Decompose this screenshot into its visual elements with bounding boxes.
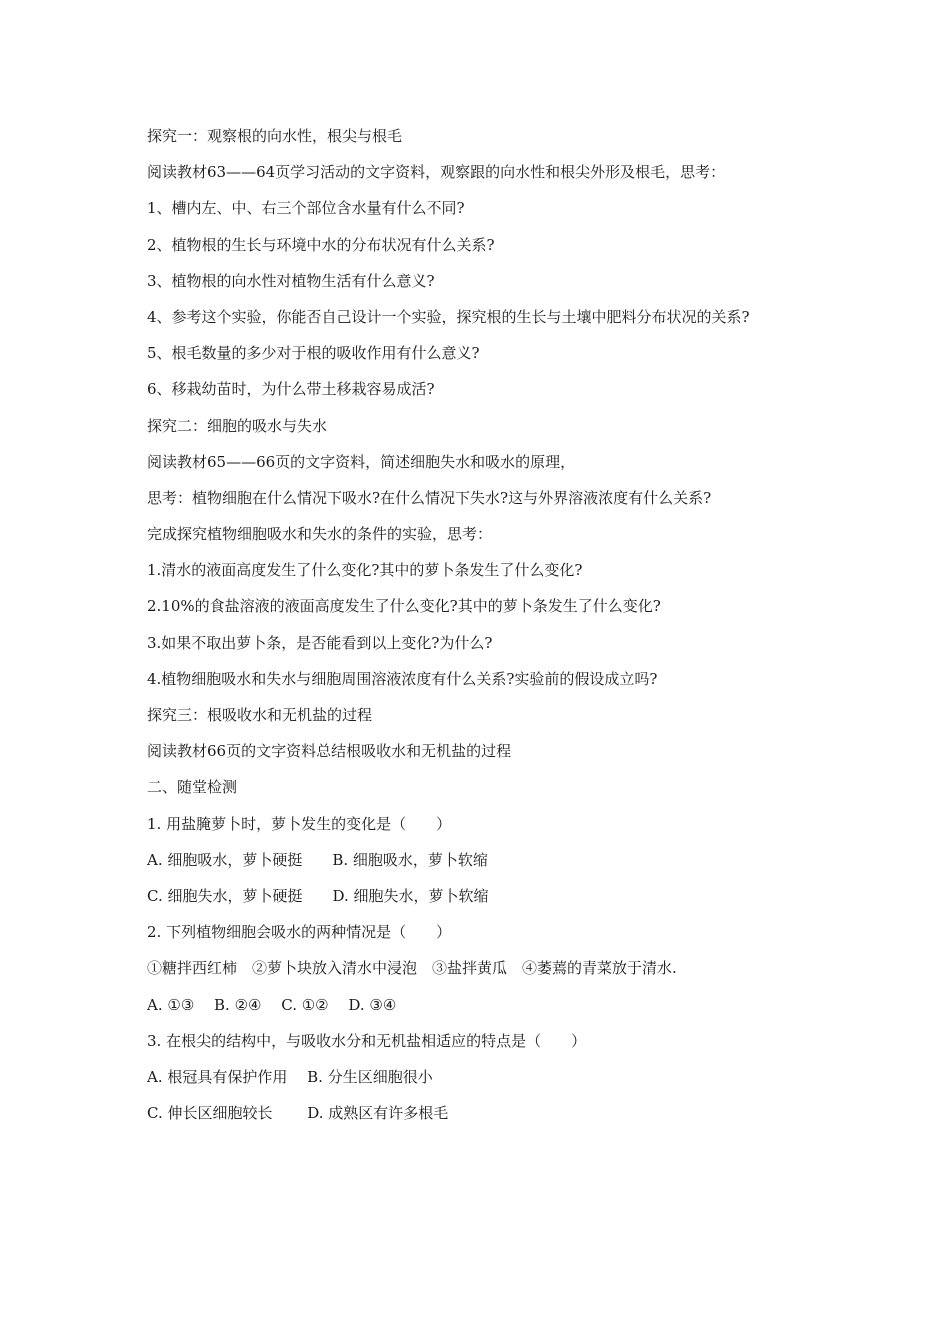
experiment-question-3: 3.如果不取出萝卜条，是否能看到以上变化?为什么? — [147, 633, 493, 652]
test-question-3: 3. 在根尖的结构中，与吸收水分和无机盐相适应的特点是（ ） — [147, 1031, 587, 1050]
heading-in-class-test: 二、随堂检测 — [147, 778, 238, 797]
thinking-prompt: 思考：植物细胞在什么情况下吸水?在什么情况下失水?这与外界溶液浓度有什么关系? — [147, 488, 712, 507]
document-body — [147, 118, 847, 1131]
instruction-reading-63-64: 阅读教材63——64页学习活动的文字资料，观察跟的向水性和根尖外形及根毛，思考： — [147, 163, 726, 182]
test-question-2-cases: ①糖拌西红柿 ②萝卜块放入清水中浸泡 ③盐拌黄瓜 ④萎蔫的青菜放于清水. — [147, 959, 677, 978]
heading-explore-3: 探究三：根吸收水和无机盐的过程 — [147, 706, 373, 724]
question-2: 2、植物根的生长与环境中水的分布状况有什么关系? — [147, 235, 495, 254]
experiment-question-1: 1.清水的液面高度发生了什么变化?其中的萝卜条发生了什么变化? — [147, 561, 583, 580]
test-question-3-options-cd: C. 伸长区细胞较长 D. 成熟区有许多根毛 — [147, 1104, 449, 1123]
test-question-1-options-cd: C. 细胞失水，萝卜硬挺 D. 细胞失水，萝卜软缩 — [147, 886, 489, 905]
heading-explore-1: 探究一：观察根的向水性，根尖与根毛 — [147, 127, 403, 145]
question-4: 4、参考这个实验，你能否自己设计一个实验，探究根的生长与土壤中肥料分布状况的关系? — [147, 307, 750, 326]
test-question-2: 2. 下列植物细胞会吸水的两种情况是（ ） — [147, 923, 452, 942]
question-3: 3、植物根的向水性对植物生活有什么意义? — [147, 271, 435, 290]
experiment-instruction: 完成探究植物细胞吸水和失水的条件的实验，思考： — [147, 525, 493, 544]
question-1: 1、槽内左、中、右三个部位含水量有什么不同? — [147, 199, 465, 218]
experiment-question-4: 4.植物细胞吸水和失水与细胞周围溶液浓度有什么关系?实验前的假设成立吗? — [147, 669, 658, 688]
test-question-3-options-ab: A. 根冠具有保护作用 B. 分生区细胞很小 — [147, 1067, 433, 1086]
experiment-question-2: 2.10%的食盐溶液的液面高度发生了什么变化?其中的萝卜条发生了什么变化? — [147, 597, 661, 616]
test-question-1: 1. 用盐腌萝卜时，萝卜发生的变化是（ ） — [147, 814, 452, 833]
instruction-reading-66: 阅读教材66页的文字资料总结根吸收水和无机盐的过程 — [147, 742, 512, 761]
test-question-2-options: A. ①③ B. ②④ C. ①② D. ③④ — [147, 995, 397, 1014]
question-6: 6、移栽幼苗时，为什么带土移栽容易成活? — [147, 380, 435, 399]
question-5: 5、根毛数量的多少对于根的吸收作用有什么意义? — [147, 344, 480, 363]
instruction-reading-65-66: 阅读教材65——66页的文字资料，简述细胞失水和吸水的原理， — [147, 452, 576, 471]
heading-explore-2: 探究二：细胞的吸水与失水 — [147, 416, 328, 435]
test-question-1-options-ab: A. 细胞吸水，萝卜硬挺 B. 细胞吸水，萝卜软缩 — [147, 850, 488, 869]
